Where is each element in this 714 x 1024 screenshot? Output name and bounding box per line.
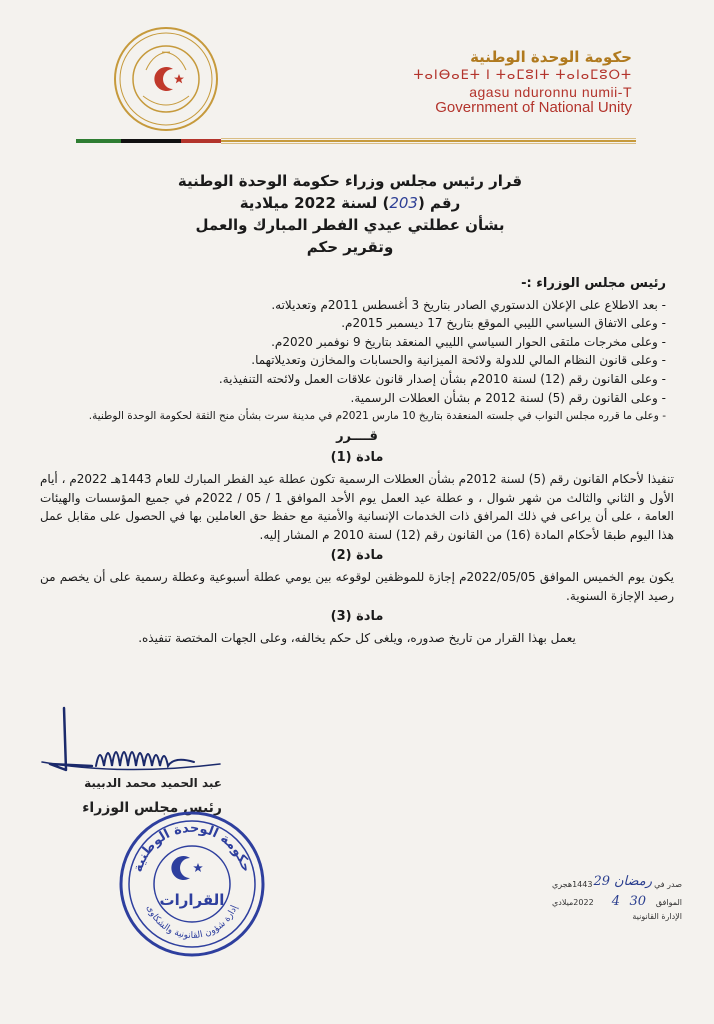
decree-title [150,170,550,258]
legal-dept-label: الإدارة القانونية [632,912,682,921]
signatory-name: عبد الحميد محمد الدبيبة [84,776,222,790]
greg-month: 4 [611,894,620,909]
article-3-heading: مادة (3) [330,609,384,625]
title-line-1: قرار رئيس مجلس وزراء حكومة الوحدة الوطنية [177,172,523,190]
article-3-text: يعمل بهذا القرار من تاريخ صدوره، ويلغى كل حكم يخالفه، وعلى الجهات المختصة تنفيذه. [138,630,576,645]
title-line-3: بشأن عطلتي عيدي الفطر المبارك والعمل [195,216,505,234]
official-stamp [118,810,266,958]
decree-body [40,275,674,647]
preamble-item: - وعلى مخرجات ملتقى الحوار السياسي الليبي المنعقد بتاريخ 9 نوفمبر 2020م. [271,334,666,349]
date-footer [552,910,682,924]
article-1-text: تنفيذا لأحكام القانون رقم (5) لسنة 2012م بشأن العطلات الرسمية تكون عطلة عيد الفطر المبارك للعام 1443هـ 2022م ، أيام الأول و الثاني والثالث من شهر شوال ، و عطلة عيد العمل يوم الأحد الموافق 1 / 05 / 2022م في جميع المؤسسات والهيئات العامة ، على أن يراعى في ذلك المرافق ذات الخدمات الإنسانية والأمنية مع حفظ حق العاملين بها في الحصول على مقابل عمل هذا اليوم طبقا لأحكام المادة (16) من القانون رقم (12) لسنة 2010 م المشار إليه. [40,471,675,542]
hijri-day: 29 [593,874,610,889]
title-line-4: وتقرير حكم [306,238,394,256]
preamble-heading: رئيس مجلس الوزراء :- [521,276,666,291]
preamble-item: - وعلى القانون رقم (12) لسنة 2010م بشأن إصدار قانون علاقات العمل ولائحته التنفيذية. [218,371,666,386]
issued-label: صدر في [654,880,682,889]
government-name-tifinagh: ⵜⴰⵏⴱⴰⴹⵜ ⵏ ⵜⴰⵎⵓⵏⵜ ⵜⴰⵏⴰⵎⵓⵔⵜ [413,68,632,83]
government-name-latin: agasu nduronnu numii-T [469,84,632,100]
government-name-block [392,48,632,116]
government-emblem-icon [113,26,219,132]
decree-number: 203 [389,194,418,212]
title-line-2 [150,192,550,214]
greg-year: 2022ميلادي [552,898,594,907]
number-suffix: ) لسنة 2022 ميلادية [239,194,390,212]
preamble-item: - وعلى القانون رقم (5) لسنة 2012 م بشأن العطلات الرسمية. [350,390,666,405]
header-divider [76,138,636,144]
stamp-center-text: القرارات [159,891,225,909]
corresponds-label: الموافق [655,898,682,907]
article-2-text: يكون يوم الخميس الموافق 2022/05/05م إجازة للموظفين لوقوعه بين يومي عطلة أسبوعية وعطلة رسمية على أن يخصم من رصيد الإجازة السنوية. [40,569,674,603]
hijri-month: رمضان [613,874,652,889]
preamble-item: - بعد الاطلاع على الإعلان الدستوري الصادر بتاريخ 3 أغسطس 2011م وتعديلاته. [271,297,666,312]
article-2-heading: مادة (2) [330,548,384,564]
government-name-english: Government of National Unity [435,99,632,116]
date-box [552,874,682,928]
number-prefix: رقم ( [417,194,461,212]
decided-heading: قــــرر [336,428,378,444]
article-1-heading: مادة (1) [330,450,384,466]
stamp-outer-text: حكومة الوحدة الوطنية [130,820,254,874]
preamble-item: - وعلى قانون النظام المالي للدولة ولائحة الميزانية والحسابات والمخازن وتعديلاتهما. [251,353,666,368]
hijri-year: 1443هجري [552,880,593,889]
greg-day: 30 [629,894,646,909]
government-name-arabic: حكومة الوحدة الوطنية [470,48,632,66]
stamp-bottom-text: إدارة شؤون القانونية والشكاوى [144,903,240,942]
gregorian-date-line [552,894,682,908]
signatory-title: رئيس مجلس الوزراء [82,800,222,816]
hijri-date-line [552,874,682,892]
preamble-item: - وعلى الاتفاق السياسي الليبي الموقع بتاريخ 17 ديسمبر 2015م. [341,316,666,331]
preamble-item: - وعلى ما قرره مجلس النواب في جلسته المنعقدة بتاريخ 10 مارس 2021م في مدينة سرت بشأن منح الثقة لحكومة الوحدة الوطنية. [88,410,666,423]
